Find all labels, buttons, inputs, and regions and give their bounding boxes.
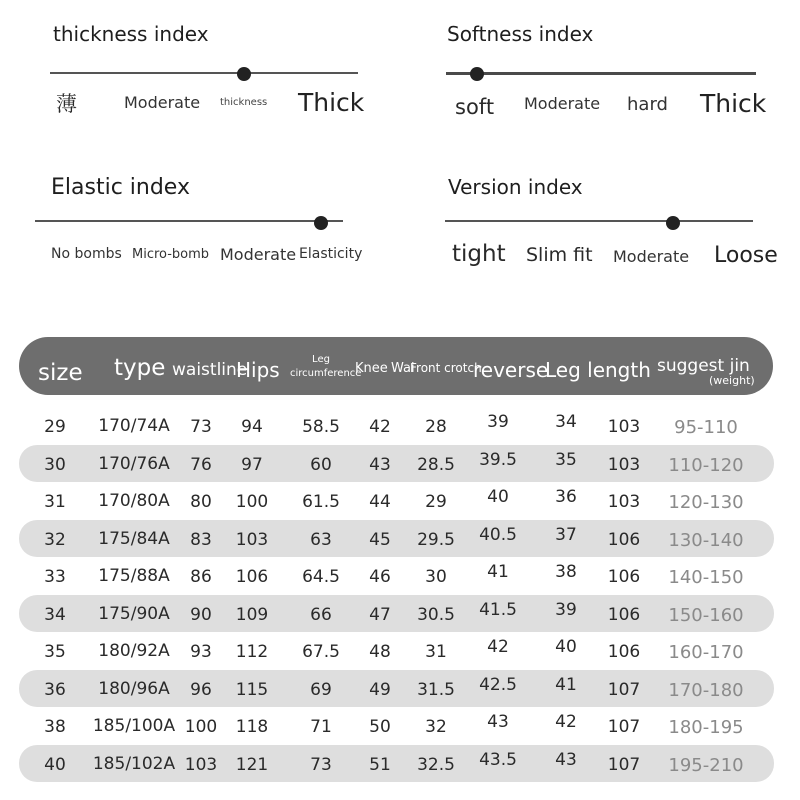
cell-front-crotch: 32.5 — [417, 754, 455, 775]
cell-extra: 106 — [607, 604, 641, 625]
cell-reverse: 41 — [487, 562, 509, 582]
header-hips: Hips — [236, 358, 280, 382]
cell-knee: 46 — [369, 567, 391, 587]
cell-suggest-weight: 120-130 — [668, 492, 744, 513]
cell-reverse: 43.5 — [479, 749, 517, 770]
cell-waistline: 83 — [190, 529, 212, 550]
cell-suggest-weight: 160-170 — [668, 642, 744, 663]
header-suggest-jin: suggest jin — [657, 356, 750, 376]
cell-leg-circumference: 64.5 — [302, 567, 340, 587]
version-label-moderate: Moderate — [613, 247, 690, 266]
cell-reverse: 40 — [487, 487, 509, 507]
header-weight: (weight) — [709, 374, 755, 387]
cell-size: 31 — [44, 492, 66, 512]
cell-size: 40 — [44, 754, 66, 775]
cell-type: 180/96A — [98, 678, 170, 699]
cell-leg-circumference: 60 — [310, 454, 332, 475]
elastic-label-elasticity: Elasticity — [299, 246, 363, 262]
cell-type: 170/74A — [98, 416, 170, 436]
cell-front-crotch: 31.5 — [417, 679, 455, 700]
cell-extra: 103 — [607, 492, 641, 512]
cell-waistline: 86 — [190, 567, 212, 587]
cell-knee: 50 — [369, 717, 391, 737]
elastic-index-title: Elastic index — [51, 175, 190, 200]
cell-leg-length: 38 — [555, 562, 577, 582]
cell-size: 35 — [44, 642, 66, 662]
header-leg-circumference — [290, 353, 362, 381]
version-label-tight: tight — [452, 241, 506, 267]
cell-leg-length: 34 — [555, 412, 577, 432]
header-type: type — [114, 355, 166, 381]
cell-knee: 42 — [369, 417, 391, 437]
header-leg-length: Leg length — [545, 358, 651, 382]
cell-reverse: 42.5 — [479, 674, 517, 695]
cell-leg-length: 35 — [555, 449, 577, 470]
cell-leg-circumference: 73 — [310, 754, 332, 775]
cell-leg-length: 43 — [555, 749, 577, 770]
cell-size: 33 — [44, 567, 66, 587]
cell-hips: 118 — [235, 717, 269, 737]
cell-waistline: 93 — [190, 642, 212, 662]
cell-waistline: 80 — [190, 492, 212, 512]
cell-type: 170/80A — [98, 491, 170, 511]
cell-type: 170/76A — [98, 453, 170, 474]
cell-leg-circumference: 69 — [310, 679, 332, 700]
cell-extra: 106 — [607, 567, 641, 587]
elastic-slider-track — [35, 220, 343, 222]
cell-front-crotch: 28 — [425, 417, 447, 437]
cell-front-crotch: 29 — [425, 492, 447, 512]
cell-leg-length: 36 — [555, 487, 577, 507]
cell-suggest-weight: 95-110 — [674, 417, 738, 438]
softness-label-soft: soft — [455, 95, 495, 119]
thickness-label-thin: 薄 — [56, 92, 77, 116]
cell-knee: 51 — [369, 754, 391, 775]
cell-hips: 106 — [235, 567, 269, 587]
cell-waistline: 100 — [184, 717, 218, 737]
cell-hips: 100 — [235, 492, 269, 512]
header-leg-circumference-line1: Leg — [312, 354, 330, 365]
cell-leg-length: 41 — [555, 674, 577, 695]
thickness-index-title: thickness index — [53, 22, 209, 46]
cell-leg-circumference: 67.5 — [302, 642, 340, 662]
cell-hips: 97 — [241, 454, 263, 475]
cell-knee: 48 — [369, 642, 391, 662]
cell-leg-circumference: 71 — [310, 717, 332, 737]
cell-reverse: 42 — [487, 637, 509, 657]
cell-size: 29 — [44, 417, 66, 437]
cell-suggest-weight: 180-195 — [668, 717, 744, 738]
cell-type: 175/90A — [98, 603, 170, 624]
cell-leg-length: 39 — [555, 599, 577, 620]
thickness-label-thick: Thick — [298, 88, 365, 117]
cell-suggest-weight: 130-140 — [668, 529, 744, 551]
cell-knee: 49 — [369, 679, 391, 700]
header-waist-cut: Wai — [391, 361, 415, 376]
cell-size: 34 — [44, 604, 66, 625]
elastic-label-no-bombs: No bombs — [51, 246, 122, 262]
cell-extra: 107 — [607, 679, 641, 700]
header-knee: Knee — [355, 361, 388, 376]
cell-hips: 109 — [235, 604, 269, 625]
cell-suggest-weight: 140-150 — [668, 567, 744, 588]
cell-knee: 47 — [369, 604, 391, 625]
header-waistline: waistline — [172, 360, 248, 380]
thickness-slider-track — [50, 72, 358, 74]
elastic-slider-knob — [314, 216, 328, 230]
cell-extra: 107 — [607, 754, 641, 775]
cell-leg-length: 42 — [555, 712, 577, 732]
cell-type: 175/84A — [98, 528, 170, 549]
softness-slider-track — [446, 72, 756, 75]
cell-leg-length: 40 — [555, 637, 577, 657]
cell-extra: 106 — [607, 642, 641, 662]
cell-type: 180/92A — [98, 641, 170, 661]
cell-reverse: 43 — [487, 712, 509, 732]
cell-suggest-weight: 195-210 — [668, 754, 744, 776]
cell-front-crotch: 28.5 — [417, 454, 455, 475]
header-size: size — [38, 360, 83, 386]
cell-waistline: 76 — [190, 454, 212, 475]
cell-hips: 121 — [235, 754, 269, 775]
cell-leg-circumference: 66 — [310, 604, 332, 625]
cell-front-crotch: 30 — [425, 567, 447, 587]
cell-leg-length: 37 — [555, 524, 577, 545]
cell-extra: 103 — [607, 454, 641, 475]
elastic-label-moderate: Moderate — [220, 245, 297, 264]
cell-front-crotch: 30.5 — [417, 604, 455, 625]
softness-label-thick: Thick — [700, 89, 767, 118]
version-index-title: Version index — [448, 175, 583, 199]
cell-knee: 44 — [369, 492, 391, 512]
thickness-label-moderate: Moderate — [124, 93, 201, 112]
cell-suggest-weight: 150-160 — [668, 604, 744, 626]
cell-reverse: 39.5 — [479, 449, 517, 470]
cell-leg-circumference: 63 — [310, 529, 332, 550]
cell-waistline: 103 — [184, 754, 218, 775]
cell-type: 185/100A — [92, 716, 176, 736]
cell-hips: 103 — [235, 529, 269, 550]
cell-hips: 112 — [235, 642, 269, 662]
elastic-label-micro-bomb: Micro-bomb — [132, 247, 210, 262]
cell-suggest-weight: 110-120 — [668, 454, 744, 476]
cell-waistline: 96 — [190, 679, 212, 700]
cell-reverse: 39 — [487, 412, 509, 432]
cell-extra: 107 — [607, 717, 641, 737]
softness-label-moderate: Moderate — [524, 94, 601, 113]
thickness-label-thickness: thickness — [220, 97, 268, 108]
cell-extra: 103 — [607, 417, 641, 437]
softness-label-hard: hard — [627, 94, 668, 115]
cell-size: 32 — [44, 529, 66, 550]
cell-front-crotch: 31 — [425, 642, 447, 662]
thickness-slider-knob — [237, 67, 251, 81]
version-label-slim-fit: Slim fit — [526, 244, 593, 266]
softness-index-title: Softness index — [447, 22, 594, 46]
cell-size: 38 — [44, 717, 66, 737]
version-slider-track — [445, 220, 753, 222]
cell-size: 36 — [44, 679, 66, 700]
cell-size: 30 — [44, 454, 66, 475]
cell-reverse: 41.5 — [479, 599, 517, 620]
cell-leg-circumference: 58.5 — [302, 417, 340, 437]
softness-slider-knob — [470, 67, 484, 81]
cell-hips: 94 — [241, 417, 263, 437]
cell-knee: 45 — [369, 529, 391, 550]
header-reverse: reverse — [473, 358, 549, 382]
cell-type: 175/88A — [98, 566, 170, 586]
cell-type: 185/102A — [92, 753, 176, 774]
cell-front-crotch: 29.5 — [417, 529, 455, 550]
cell-suggest-weight: 170-180 — [668, 679, 744, 701]
cell-knee: 43 — [369, 454, 391, 475]
cell-waistline: 73 — [190, 417, 212, 437]
cell-extra: 106 — [607, 529, 641, 550]
header-front-crotch: Front crotch — [410, 361, 482, 375]
cell-reverse: 40.5 — [479, 524, 517, 545]
cell-hips: 115 — [235, 679, 269, 700]
cell-front-crotch: 32 — [425, 717, 447, 737]
cell-waistline: 90 — [190, 604, 212, 625]
version-slider-knob — [666, 216, 680, 230]
version-label-loose: Loose — [714, 243, 778, 268]
cell-leg-circumference: 61.5 — [302, 492, 340, 512]
header-leg-circumference-line2: circumference — [290, 368, 362, 379]
